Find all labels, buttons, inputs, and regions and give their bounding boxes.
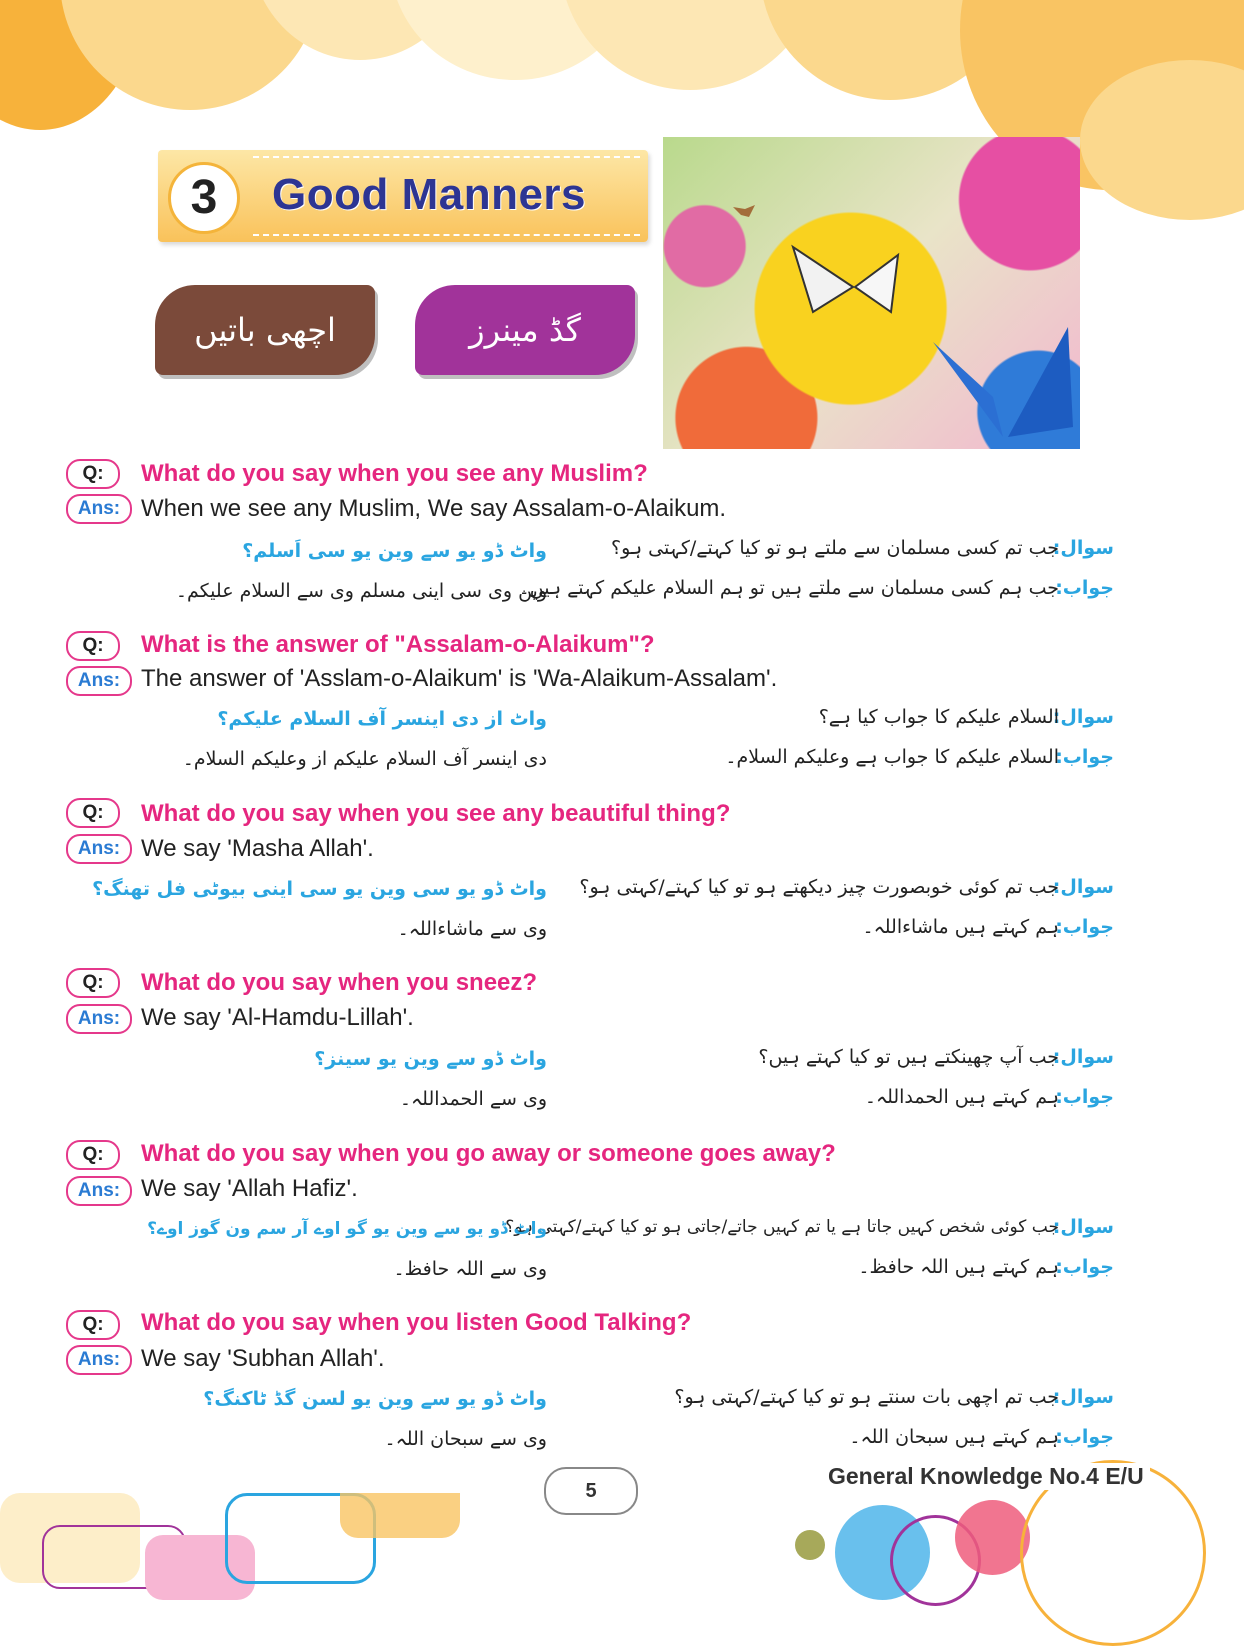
chapter-number: 3 [168,162,240,234]
question-text: What do you say when you go away or someone goes away? [141,1140,836,1167]
urdu-question-label: سوال: [1052,706,1114,728]
answer-badge: Ans: [66,494,132,524]
urdu-answer-label: جواب: [1055,1426,1114,1448]
urdu-answer-label: جواب: [1055,746,1114,768]
urdu-question-label: سوال: [1052,537,1114,559]
urdu-title-label: اچھی باتیں [155,285,375,375]
question-badge: Q: [66,459,120,489]
urdu-question-label: سوال: [1052,1046,1114,1068]
urdu-answer-label: جواب: [1055,1086,1114,1108]
roman-answer: وین وی سی اینی مسلم وی سے السلام علیکم۔ [175,580,547,602]
question-text: What do you say when you listen Good Talking? [141,1309,692,1336]
question-badge: Q: [66,968,120,998]
page-number: 5 [544,1467,638,1515]
question-badge: Q: [66,631,120,661]
roman-answer: وی سے اللہ حافظ۔ [393,1258,547,1280]
answer-text: The answer of 'Asslam-o-Alaikum' is 'Wa-Alaikum-Assalam'. [141,665,778,692]
roman-question: واٹ ڈو یو سے وین یو سی اَسلم؟ [242,540,547,562]
urdu-answer: ہم کہتے ہیں ماشاءاللہ۔ [862,916,1059,938]
urdu-answer: ہم کہتے ہیں سبحان اللہ۔ [849,1426,1059,1448]
answer-text: When we see any Muslim, We say Assalam-o-Alaikum. [141,495,727,522]
roman-answer: دی اینسر آف السلام علیکم از وعلیکم السلام۔ [182,748,547,770]
chapter-title-banner [158,150,648,242]
roman-question: واٹ ڈو یو سے وین یو لسن گڈ ٹاکنگ؟ [203,1388,547,1410]
roman-question: واٹ از دی اینسر آف السلام علیکم؟ [217,708,547,730]
urdu-question-label: سوال: [1052,1386,1114,1408]
urdu-question-label: سوال: [1052,876,1114,898]
roman-question: واٹ ڈو یو سی وین یو سی اینی بیوٹی فل تھنگ؟ [92,878,547,900]
book-title: General Knowledge No.4 E/U [822,1463,1150,1490]
chapter-title: Good Manners [272,170,587,219]
roman-answer: وی سے سبحان اللہ۔ [384,1428,547,1450]
roman-question: واٹ ڈو سے وین یو سینز؟ [314,1048,547,1070]
urdu-question: جب تم اچھی بات سنتے ہو تو کیا کہتے/کہتی ہو؟ [674,1386,1059,1408]
urdu-question: جب کوئی شخص کہیں جاتا ہے یا تم کہیں جاتے/جاتی ہو تو کیا کہتے/کہتی ہو؟ [505,1217,1059,1237]
question-badge: Q: [66,1310,120,1340]
answer-badge: Ans: [66,1176,132,1206]
question-text: What do you say when you sneez? [141,969,538,996]
question-badge: Q: [66,798,120,828]
answer-badge: Ans: [66,1004,132,1034]
urdu-answer-label: جواب: [1055,916,1114,938]
question-text: What do you say when you see any Muslim? [141,460,648,487]
answer-badge: Ans: [66,1345,132,1375]
urdu-question-label: سوال: [1052,1216,1114,1238]
answer-text: We say 'Masha Allah'. [141,835,374,862]
answer-badge: Ans: [66,666,132,696]
urdu-question: السلام علیکم کا جواب کیا ہے؟ [818,706,1059,728]
urdu-answer: ہم کہتے ہیں اللہ حافظ۔ [858,1256,1059,1278]
urdu-question: جب تم کسی مسلمان سے ملتے ہو تو کیا کہتے/کہتی ہو؟ [611,537,1059,559]
roman-answer: وی سے الحمداللہ۔ [399,1088,547,1110]
urdu-transliteration-label: گڈ مینرز [415,285,635,375]
butterfly-icon [663,137,1080,449]
urdu-answer-label: جواب: [1055,577,1114,599]
flowers-butterflies-image [663,137,1080,449]
answer-text: We say 'Allah Hafiz'. [141,1175,358,1202]
question-text: What do you say when you see any beautiful thing? [141,800,731,827]
question-text: What is the answer of "Assalam-o-Alaikum"? [141,631,655,658]
answer-badge: Ans: [66,834,132,864]
urdu-question: جب تم کوئی خوبصورت چیز دیکھتے ہو تو کیا کہتے/کہتی ہو؟ [579,876,1059,898]
urdu-answer: السلام علیکم کا جواب ہے وعلیکم السلام۔ [725,746,1059,768]
answer-text: We say 'Subhan Allah'. [141,1345,385,1372]
roman-question: واٹ ڈو یو سے وین یو گو اوے آر سم ون گوز اوے؟ [147,1219,547,1239]
roman-answer: وی سے ماشاءاللہ۔ [397,918,547,940]
urdu-question: جب آپ چھینکتے ہیں تو کیا کہتے ہیں؟ [758,1046,1059,1068]
urdu-answer-label: جواب: [1055,1256,1114,1278]
question-badge: Q: [66,1140,120,1170]
urdu-answer: جب ہم کسی مسلمان سے ملتے ہیں تو ہم السلام علیکم کہتے ہیں۔ [518,577,1059,599]
answer-text: We say 'Al-Hamdu-Lillah'. [141,1004,414,1031]
urdu-answer: ہم کہتے ہیں الحمداللہ۔ [864,1086,1059,1108]
